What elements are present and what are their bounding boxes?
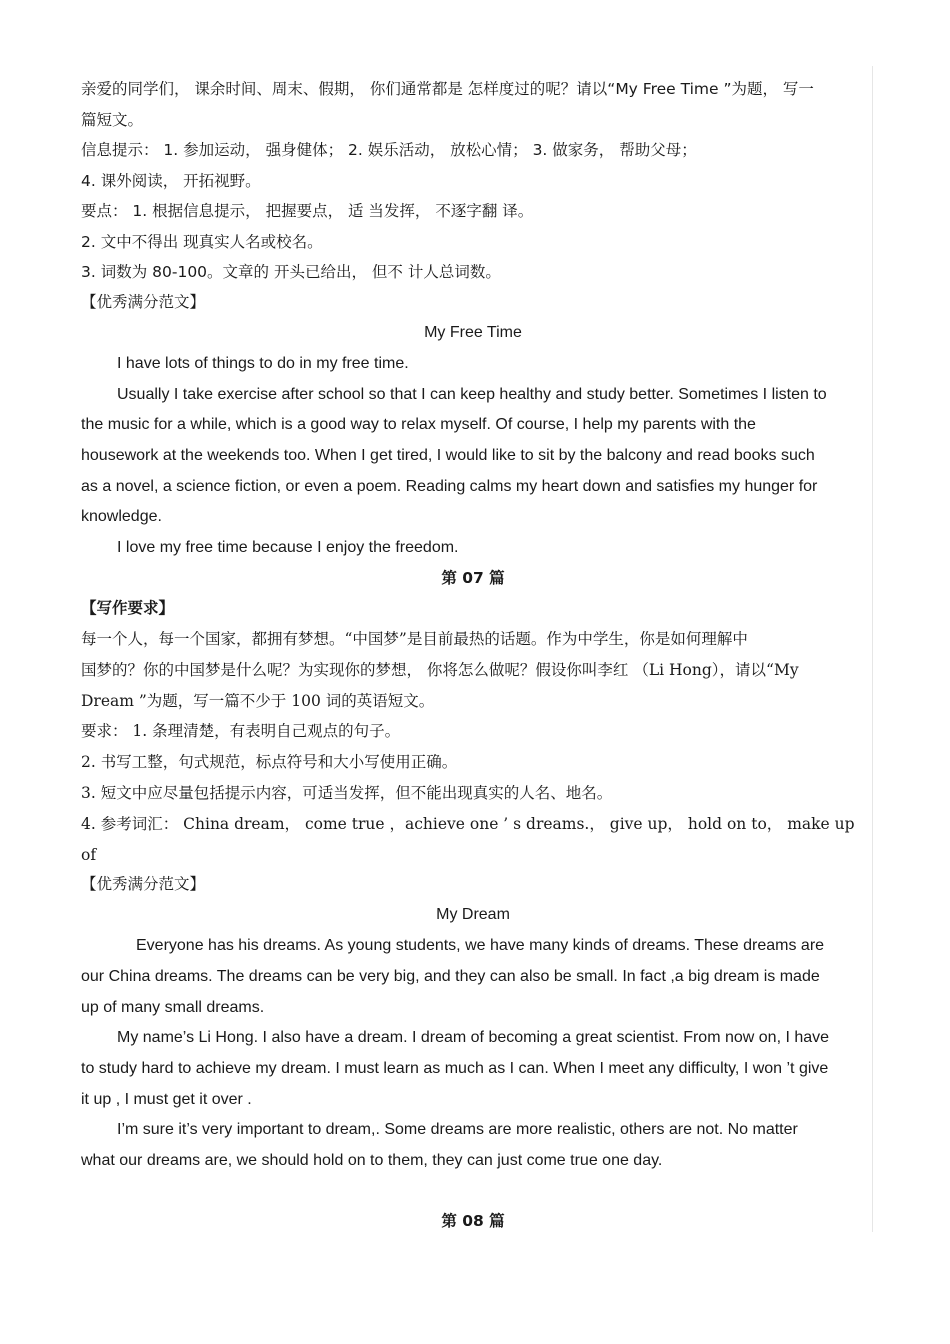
essay-paragraph-line: knowledge. — [81, 508, 162, 525]
points-line: 要点： 1. 根据信息提示， 把握要点， 适 当发挥， 不逐字翻 译。 — [81, 202, 534, 220]
essay-paragraph-line: My name’s Li Hong. I also have a dream. I dream of becoming a great scientist. From now on, I have — [117, 1029, 830, 1046]
essay-paragraph-line: as a novel, a science fiction, or even a poem. Reading calms my heart down and satisfies my hunger for — [81, 478, 818, 495]
essay-title: My Dream — [436, 906, 510, 923]
essay-paragraph-line: I have lots of things to do in my free time. — [117, 355, 409, 372]
requirement-line: of — [81, 846, 97, 864]
section-heading: 第 07 篇 — [441, 569, 505, 587]
model-essay-heading: 【优秀满分范文】 — [81, 293, 206, 311]
hints-line: 4. 课外阅读， 开拓视野。 — [81, 172, 261, 190]
essay-paragraph-line: up of many small dreams. — [81, 999, 265, 1016]
essay-paragraph-line: housework at the weekends too. When I get tired, I would like to sit by the balcony and read books such — [81, 447, 815, 464]
essay-paragraph-line: to study hard to achieve my dream. I must learn as much as I can. When I meet any difficulty, I won ’t give — [81, 1060, 829, 1077]
essay-paragraph-line: Everyone has his dreams. As young students, we have many kinds of dreams. These dreams are — [136, 937, 825, 954]
requirement-line: 3. 短文中应尽量包括提示内容，可适当发挥，但不能出现真实的人名、地名。 — [81, 784, 613, 802]
page-edge-line — [872, 66, 873, 1232]
prompt-line: 国梦的？你的中国梦是什么呢？为实现你的梦想， 你将怎么做呢？假设你叫李红 （Li Hong），请以“My — [81, 661, 799, 679]
points-line: 2. 文中不得出 现真实人名或校名。 — [81, 233, 323, 251]
essay-paragraph-line: our China dreams. The dreams can be very big, and they can also be small. In fact ,a big dream is made — [81, 968, 820, 985]
essay-paragraph-line: I love my free time because I enjoy the freedom. — [117, 539, 459, 556]
hints-line: 信息提示： 1. 参加运动， 强身健体； 2. 娱乐活动， 放松心情； 3. 做家务， 帮助父母； — [81, 141, 697, 159]
prompt-line: 篇短文。 — [81, 111, 144, 129]
essay-paragraph-line: the music for a while, which is a good way to relax myself. Of course, I help my parents with the — [81, 416, 756, 433]
essay-paragraph-line: it up , I must get it over . — [81, 1091, 252, 1108]
requirement-line: 要求： 1. 条理清楚，有表明自己观点的句子。 — [81, 722, 401, 740]
model-essay-heading: 【优秀满分范文】 — [81, 875, 206, 893]
points-line: 3. 词数为 80-100。文章的 开头已给出， 但不 计人总词数。 — [81, 263, 501, 281]
prompt-line: 亲爱的同学们， 课余时间、周末、假期， 你们通常都是 怎样度过的呢？请以“My Free Time ”为题， 写一 — [81, 80, 814, 98]
requirement-line: 4. 参考词汇： China dream， come true ，achieve one ’ s dreams.， give up， hold on to， make up — [81, 815, 855, 833]
prompt-line: 每一个人，每一个国家，都拥有梦想。“中国梦”是目前最热的话题。作为中学生，你是如何理解中 — [81, 630, 748, 648]
prompt-line: Dream ”为题，写一篇不少于 100 词的英语短文。 — [81, 692, 435, 710]
section-heading: 第 08 篇 — [441, 1212, 505, 1230]
essay-title: My Free Time — [424, 324, 522, 341]
essay-paragraph-line: what our dreams are, we should hold on to them, they can just come true one day. — [81, 1152, 663, 1169]
requirement-line: 2. 书写工整，句式规范，标点符号和大小写使用正确。 — [81, 753, 458, 771]
requirements-heading: 【写作要求】 — [81, 599, 175, 617]
essay-paragraph-line: I’m sure it’s very important to dream,. Some dreams are more realistic, others are not. No matter — [117, 1121, 798, 1138]
essay-paragraph-line: Usually I take exercise after school so that I can keep healthy and study better. Sometimes I listen to — [117, 386, 827, 403]
